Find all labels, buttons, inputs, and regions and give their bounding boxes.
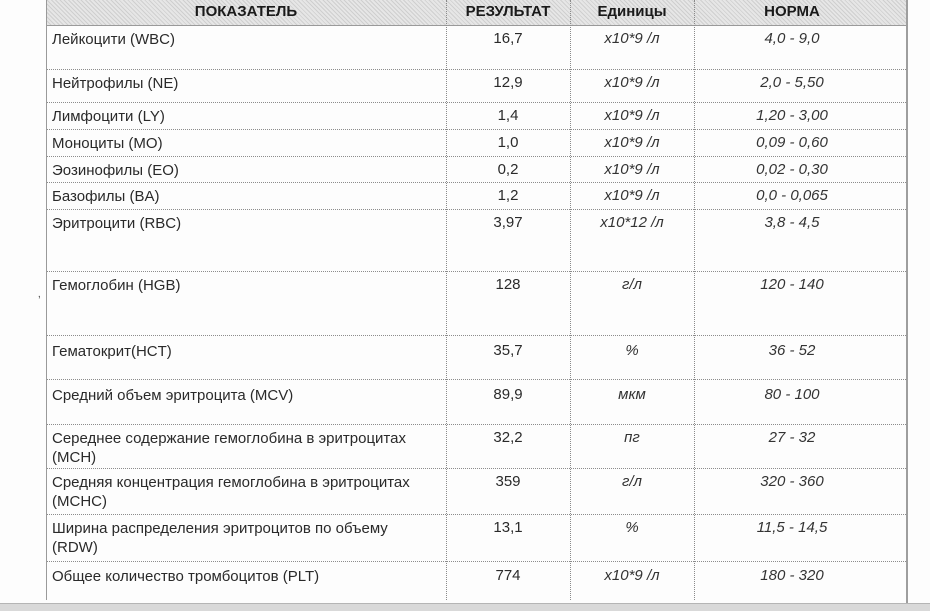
unit-value: x10*9 /л: [604, 134, 660, 151]
indicator-name: Средний объем эритроцита (MCV): [52, 387, 294, 404]
result-value: 1,4: [497, 107, 519, 124]
result-value: 35,7: [493, 342, 523, 359]
indicator-name: Общее количество тромбоцитов (PLT): [52, 568, 320, 585]
margin-mark: ‚: [38, 286, 41, 300]
column-divider: [570, 0, 571, 600]
indicator-name: Лимфоцити (LY): [52, 108, 165, 125]
unit-value: пг: [624, 429, 640, 446]
unit-value: x10*9 /л: [604, 107, 660, 124]
table-row: [46, 183, 906, 210]
table-row: [46, 210, 906, 272]
norm-range: 27 - 32: [768, 429, 816, 446]
result-value: 1,0: [497, 134, 519, 151]
norm-range: 36 - 52: [768, 342, 816, 359]
table-header: [46, 0, 906, 26]
table-row: [46, 336, 906, 380]
header-result: РЕЗУЛЬТАТ: [465, 3, 551, 20]
column-divider: [46, 0, 47, 600]
indicator-name: Середнее содержание гемоглобина в эритроцитах (MCH): [52, 430, 406, 466]
table-row: [46, 515, 906, 562]
norm-range: 11,5 - 14,5: [756, 519, 828, 536]
unit-value: x10*9 /л: [604, 161, 660, 178]
result-value: 13,1: [493, 519, 523, 536]
norm-range: 120 - 140: [760, 276, 824, 293]
norm-range: 180 - 320: [760, 567, 824, 584]
unit-value: %: [625, 519, 639, 536]
indicator-name: Эозинофилы (EO): [52, 162, 179, 179]
table-row: [46, 130, 906, 157]
unit-value: %: [625, 342, 639, 359]
table-row: [46, 157, 906, 183]
norm-range: 0,09 - 0,60: [756, 134, 828, 151]
page-edge-right: [906, 0, 908, 608]
indicator-name: Гемоглобин (HGB): [52, 277, 181, 294]
table-row: [46, 425, 906, 469]
unit-value: x10*9 /л: [604, 74, 660, 91]
norm-range: 0,0 - 0,065: [756, 187, 828, 204]
unit-value: x10*9 /л: [604, 187, 660, 204]
unit-value: x10*12 /л: [600, 214, 664, 231]
result-value: 89,9: [493, 386, 523, 403]
result-value: 1,2: [497, 187, 519, 204]
table-row: [46, 469, 906, 515]
table-row: [46, 562, 906, 600]
header-indicator: ПОКАЗАТЕЛЬ: [194, 3, 298, 20]
unit-value: x10*9 /л: [604, 567, 660, 584]
unit-value: г/л: [621, 473, 643, 490]
norm-range: 320 - 360: [760, 473, 824, 490]
table-row: [46, 103, 906, 130]
header-norm: НОРМА: [764, 3, 820, 20]
norm-range: 80 - 100: [764, 386, 820, 403]
header-units: Единицы: [597, 3, 667, 20]
column-divider: [446, 0, 447, 600]
table-row: [46, 26, 906, 70]
result-value: 128: [495, 276, 521, 293]
indicator-name: Нейтрофилы (NE): [52, 75, 179, 92]
result-value: 16,7: [493, 30, 523, 47]
result-value: 32,2: [493, 429, 523, 446]
result-value: 12,9: [493, 74, 523, 91]
table-row: [46, 272, 906, 336]
result-value: 3,97: [493, 214, 523, 231]
table-row: [46, 380, 906, 425]
indicator-name: Базофилы (BA): [52, 188, 160, 205]
norm-range: 3,8 - 4,5: [764, 214, 820, 231]
indicator-name: Ширина распределения эритроцитов по объему (RDW): [52, 520, 388, 556]
result-value: 0,2: [497, 161, 519, 178]
norm-range: 4,0 - 9,0: [764, 30, 820, 47]
result-value: 774: [495, 567, 521, 584]
column-divider: [694, 0, 695, 600]
unit-value: мкм: [618, 386, 646, 403]
indicator-name: Лейкоцити (WBC): [52, 31, 176, 48]
unit-value: г/л: [621, 276, 643, 293]
table-row: [46, 70, 906, 103]
indicator-name: Гематокрит(HCT): [52, 343, 172, 360]
result-value: 359: [495, 473, 521, 490]
indicator-name: Эритроцити (RBC): [52, 215, 182, 232]
unit-value: x10*9 /л: [604, 30, 660, 47]
indicator-name: Средняя концентрация гемоглобина в эритроцитах (MCHC): [52, 474, 410, 510]
norm-range: 2,0 - 5,50: [760, 74, 824, 91]
indicator-name: Моноциты (MO): [52, 135, 163, 152]
norm-range: 1,20 - 3,00: [756, 107, 828, 124]
norm-range: 0,02 - 0,30: [756, 161, 828, 178]
